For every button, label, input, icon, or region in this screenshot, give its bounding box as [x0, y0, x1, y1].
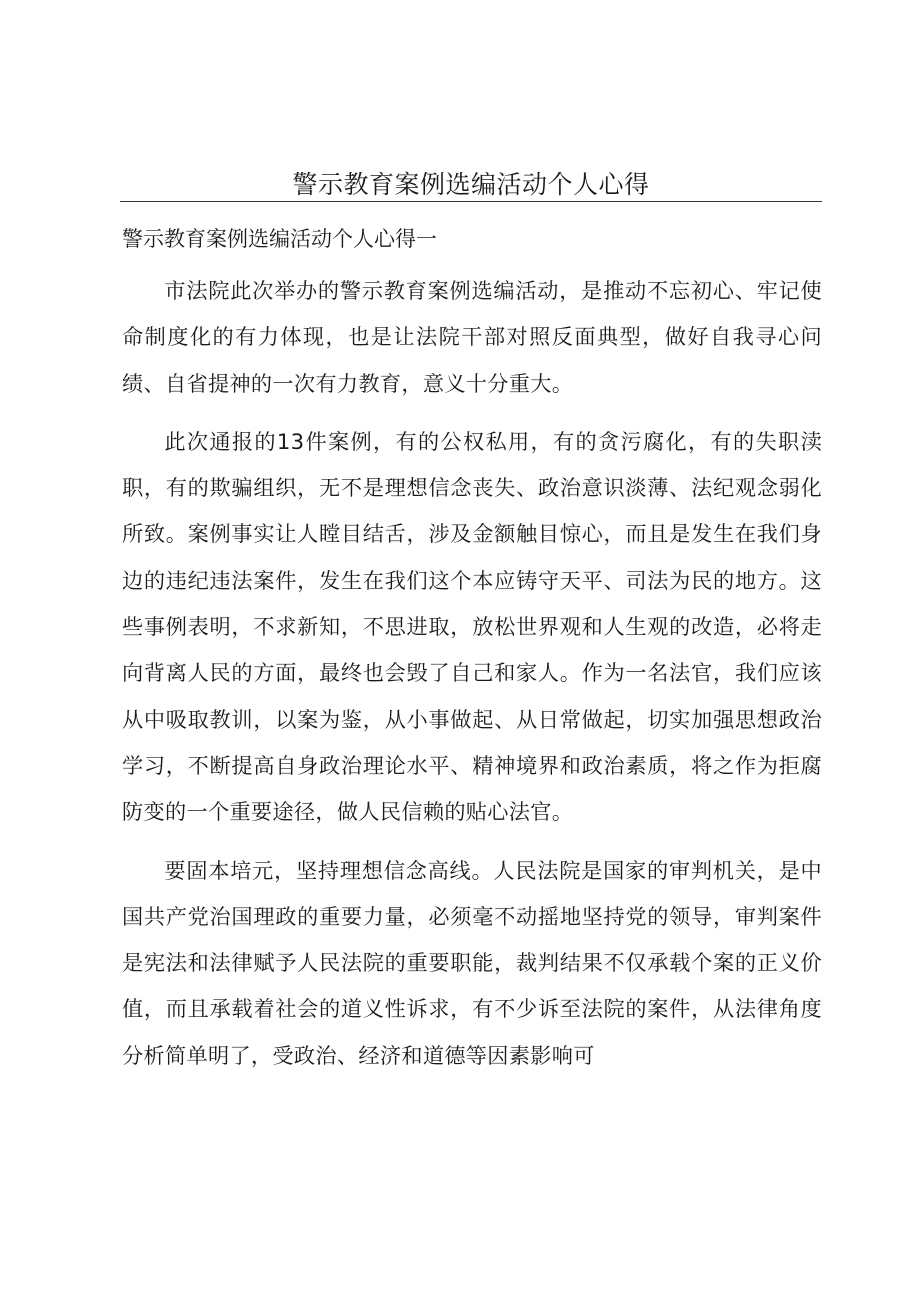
section-subtitle: 警示教育案例选编活动个人心得一 [122, 227, 437, 251]
title-underline [120, 201, 822, 202]
body-text [122, 268, 822, 1091]
paragraph: 此次通报的13件案例，有的公权私用，有的贪污腐化，有的失职渎职，有的欺骗组织，无不是理想信念丧失、政治意识淡薄、法纪观念弱化所致。案例事实让人瞠目结舌，涉及金额触目惊心，而且是发生在我们身边的违纪违法案件，发生在我们这个本应铸守天平、司法为民的地方。这些事例表明，不求新知，不思进取，放松世界观和人生观的改造，必将走向背离人民的方面，最终也会毁了自己和家人。作为一名法官，我们应该从中吸取教训，以案为鉴，从小事做起、从日常做起，切实加强思想政治学习，不断提高自身政治理论水平、精神境界和政治素质，将之作为拒腐防变的一个重要途径，做人民信赖的贴心法官。 [122, 428, 822, 825]
paragraph: 市法院此次举办的警示教育案例选编活动，是推动不忘初心、牢记使命制度化的有力体现，也是让法院干部对照反面典型，做好自我寻心问绩、自省提神的一次有力教育，意义十分重大。 [122, 278, 822, 396]
paragraph: 要固本培元，坚持理想信念高线。人民法院是国家的审判机关，是中国共产党治国理政的重要力量，必须毫不动摇地坚持党的领导，审判案件是宪法和法律赋予人民法院的重要职能，裁判结果不仅承载个案的正义价值，而且承载着社会的道义性诉求，有不少诉至法院的案件，从法律角度分析简单明了，受政治、经济和道德等因素影响可 [122, 857, 822, 1068]
document-title: 警示教育案例选编活动个人心得 [292, 170, 650, 199]
